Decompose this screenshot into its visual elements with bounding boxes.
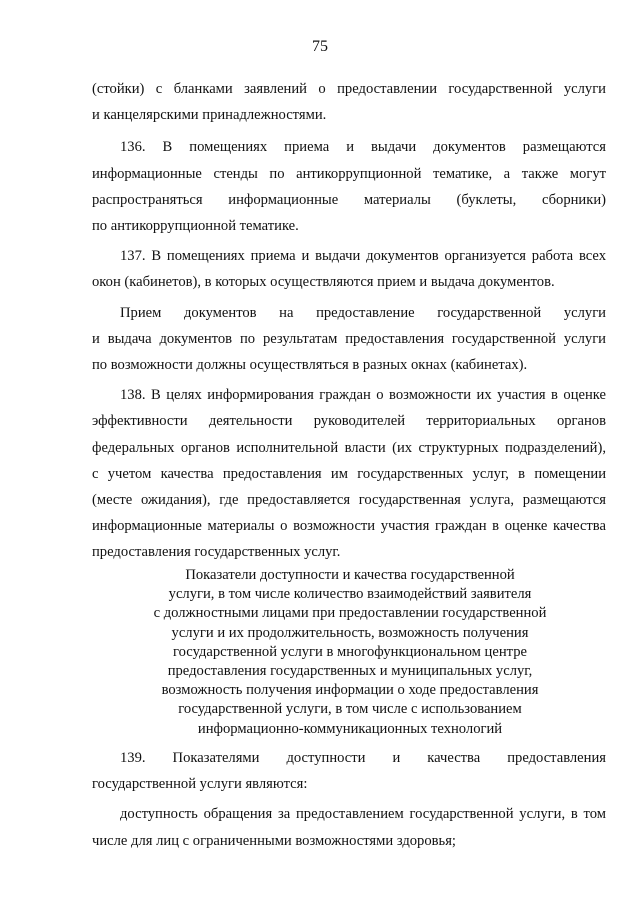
text-line: и выдача документов по результатам предоставления государственной услуги xyxy=(92,330,606,347)
paragraph-139 xyxy=(92,745,606,797)
text-line: распространяться информационные материалы (буклеты, сборники) xyxy=(92,191,606,208)
text-line: и канцелярскими принадлежностями. xyxy=(92,107,327,124)
section-heading xyxy=(120,566,580,739)
text-line: по антикоррупционной тематике. xyxy=(92,218,299,235)
heading-line: возможность получения информации о ходе предоставления xyxy=(161,682,539,699)
text-line: информационные стенды по антикоррупционной тематике, а также могут xyxy=(92,165,606,182)
paragraph-accessibility xyxy=(92,801,606,853)
text-line: федеральных органов исполнительной власти (их структурных подразделений), xyxy=(92,439,606,456)
text-line: числе для лиц с ограниченными возможностями здоровья; xyxy=(92,832,456,849)
document-body xyxy=(92,76,606,566)
text-line: эффективности деятельности руководителей территориальных органов xyxy=(92,413,606,430)
text-line: окон (кабинетов), в которых осуществляются прием и выдача документов. xyxy=(92,274,555,291)
text-line: (месте ожидания), где предоставляется государственная услуга, размещаются xyxy=(92,492,606,509)
text-line: с учетом качества предоставления им государственных услуг, в помещении xyxy=(92,465,606,482)
document-body-continued xyxy=(92,745,606,854)
text-line: государственной услуги являются: xyxy=(92,776,308,793)
heading-line: предоставления государственных и муниципальных услуг, xyxy=(167,663,533,680)
heading-line: услуги и их продолжительность, возможность получения xyxy=(171,624,529,641)
heading-line: государственной услуги в многофункциональном центре xyxy=(173,643,527,660)
paragraph-137 xyxy=(92,243,606,295)
paragraph-136 xyxy=(92,134,606,239)
paragraph-continuation xyxy=(92,76,606,128)
text-line: (стойки) с бланками заявлений о предоставлении государственной услуги xyxy=(92,81,606,97)
text-line: Прием документов на предоставление государственной услуги xyxy=(120,304,606,321)
text-line: доступность обращения за предоставлением государственной услуги, в том xyxy=(120,806,606,823)
heading-line: Показатели доступности и качества государственной xyxy=(185,567,515,583)
text-line: информационные материалы о возможности участия граждан в оценке качества xyxy=(92,518,606,535)
heading-line: государственной услуги, в том числе с использованием xyxy=(178,701,522,718)
text-line: 139. Показателями доступности и качества предоставления xyxy=(120,750,606,766)
text-line: по возможности должны осуществляться в разных окнах (кабинетах). xyxy=(92,357,528,374)
page-number: 75 xyxy=(312,38,328,55)
paragraph-reception xyxy=(92,300,606,379)
heading-line: услуги, в том числе количество взаимодействий заявителя xyxy=(168,586,532,603)
paragraph-138 xyxy=(92,382,606,565)
heading-line: с должностными лицами при предоставлении государственной xyxy=(153,605,547,622)
text-line: предоставления государственных услуг. xyxy=(92,544,341,561)
heading-line: информационно-коммуникационных технологий xyxy=(197,720,503,737)
text-line: 137. В помещениях приема и выдачи документов организуется работа всех xyxy=(120,248,606,265)
text-line: 136. В помещениях приема и выдачи документов размещаются xyxy=(120,139,606,156)
text-line: 138. В целях информирования граждан о возможности их участия в оценке xyxy=(120,387,606,404)
